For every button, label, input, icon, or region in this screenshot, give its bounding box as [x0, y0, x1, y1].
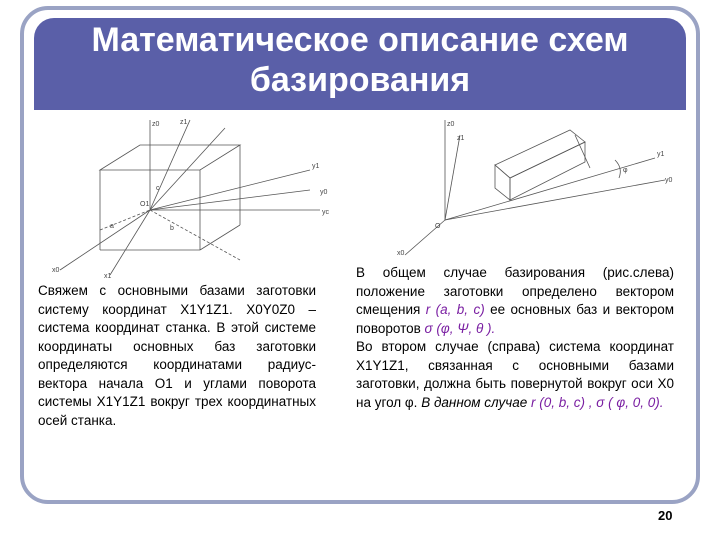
svg-text:x0: x0 [397, 250, 405, 257]
left-coordinate-figure [40, 110, 340, 280]
right-description-text [356, 264, 674, 412]
right-coordinate-figure [385, 110, 675, 260]
svg-text:c: c [156, 185, 160, 192]
svg-text:z1: z1 [180, 119, 188, 126]
svg-text:y0: y0 [665, 177, 673, 184]
right-text-part: В общем случае базирования (рис.слева) положение заготовки определено вектором смещения [356, 265, 674, 317]
svg-text:x0: x0 [52, 267, 60, 274]
svg-text:z1: z1 [457, 135, 465, 142]
svg-text:φ: φ [623, 167, 628, 174]
svg-text:b: b [170, 225, 174, 232]
svg-text:O: O [435, 223, 441, 230]
svg-text:a: a [110, 223, 114, 230]
right-text-part: Во втором случае (справа) система координат X1Y1Z1, связанная с основными базами заготовки, должна быть повернутой вокруг оси X0 на угол φ. [356, 339, 674, 410]
right-text-part: ее основных баз и вектором поворотов [356, 302, 674, 336]
svg-text:x1: x1 [104, 273, 112, 280]
right-text-emphasis: В данном случае [421, 394, 528, 410]
svg-text:yc: yc [322, 209, 329, 216]
title-line-1: Математическое описание схем [91, 21, 629, 59]
svg-text:y1: y1 [657, 151, 665, 158]
svg-text:z0: z0 [447, 121, 455, 128]
page-number: 20 [658, 508, 673, 523]
svg-text:y0: y0 [320, 189, 328, 196]
svg-text:z0: z0 [152, 121, 160, 128]
svg-text:y1: y1 [312, 163, 320, 170]
slide-title [34, 20, 686, 100]
left-description-text: Свяжем с основными базами заготовки систему координат X1Y1Z1. X0Y0Z0 – система координат станка. В этой системе координаты основных баз заготовки определяются координатами радиус-вектора начала O1 и углами поворота системы X1Y1Z1 вокруг трех координатных осей станка. [38, 283, 316, 428]
rotation-vector: σ (φ, Ψ, θ ). [424, 320, 496, 336]
case-two-vectors: r (0, b, c) , σ ( φ, 0, 0). [527, 394, 664, 410]
svg-text:O1: O1 [140, 201, 150, 208]
title-line-2: базирования [249, 61, 471, 99]
offset-vector: r (a, b, c) [425, 302, 485, 317]
